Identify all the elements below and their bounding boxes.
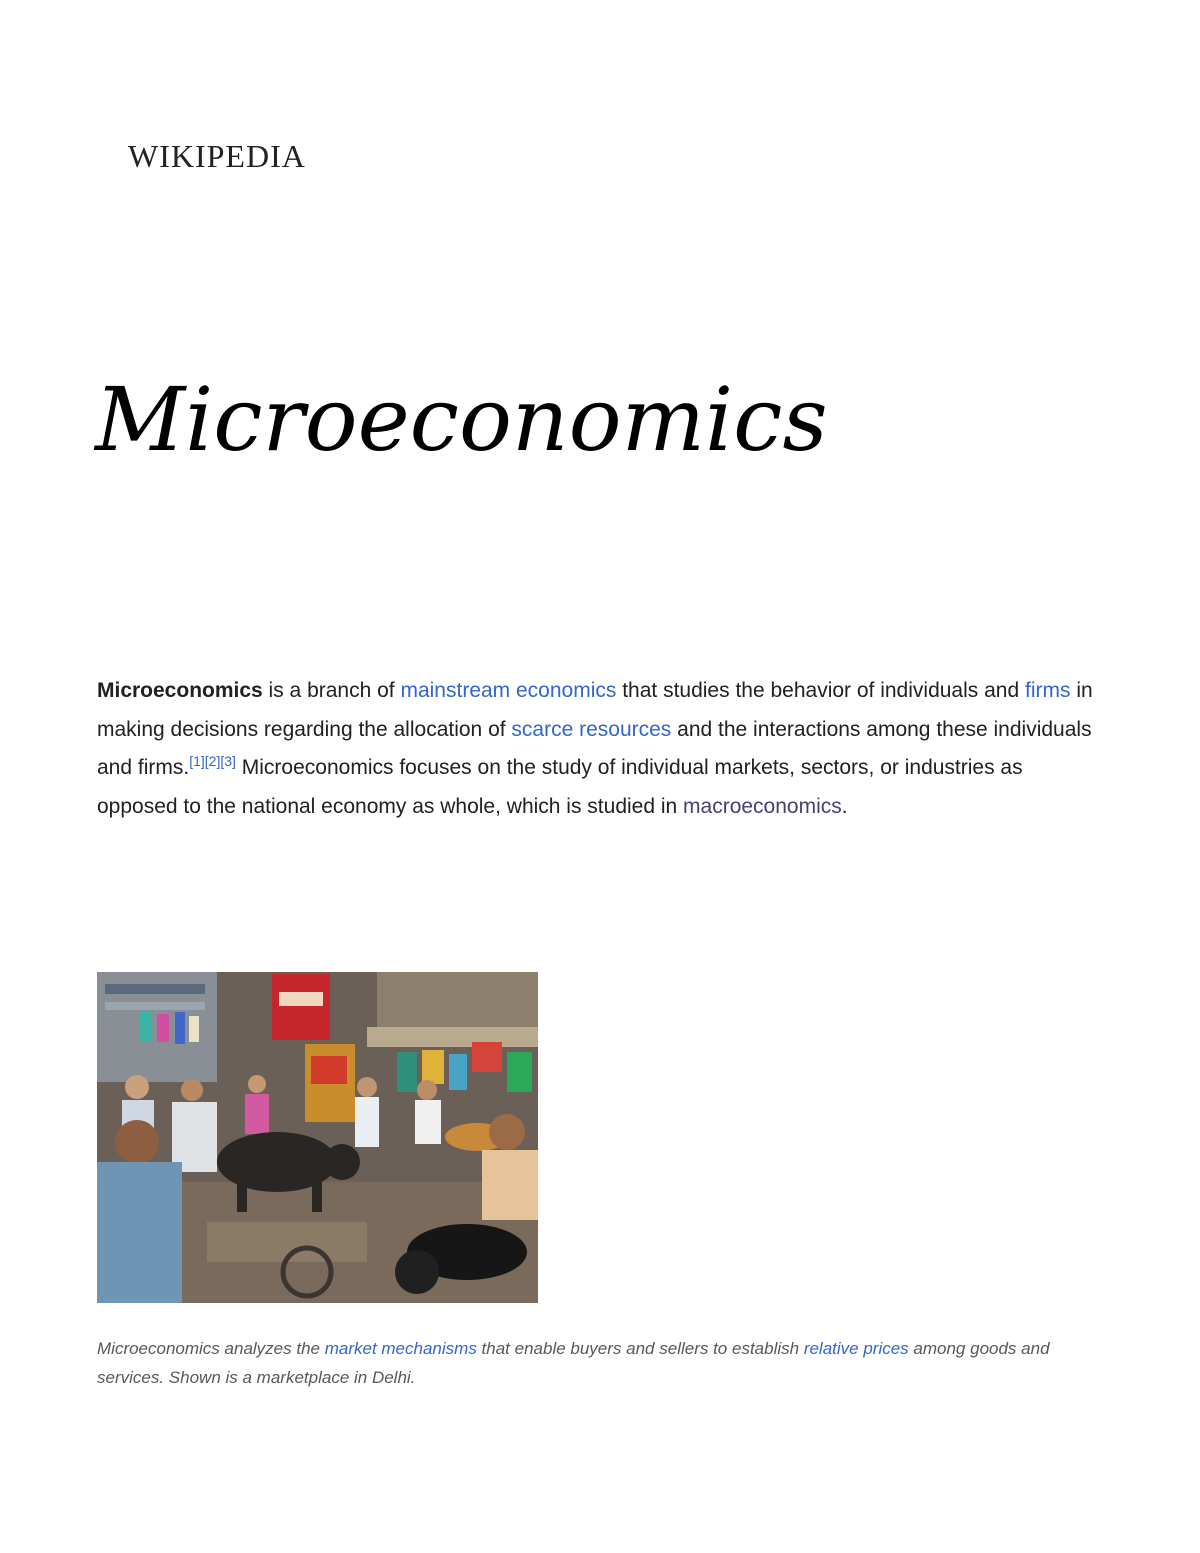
link-scarce-resources[interactable]: scarce resources (511, 717, 672, 741)
intro-text-1: is a branch of (262, 679, 401, 702)
intro-text-6: . (841, 794, 848, 818)
page-title: Microeconomics (95, 368, 828, 471)
citation-1[interactable]: [1] (189, 753, 205, 769)
marketplace-image[interactable] (97, 972, 538, 1303)
intro-text-5: Microeconomics focuses on the study of individual markets, sectors, or industries as opposed to the national economy as whole, which is studied in (97, 756, 1023, 818)
link-relative-prices[interactable]: relative prices (803, 1339, 909, 1358)
citation-2[interactable]: [2] (204, 753, 221, 769)
figure-caption (97, 1335, 1087, 1392)
citation-group (189, 753, 236, 769)
link-mainstream-economics[interactable]: mainstream economics (400, 679, 617, 702)
intro-text-2: that studies the behavior of individuals and (616, 679, 1025, 702)
wikipedia-logo[interactable]: WIKIPEDIA (128, 138, 306, 174)
link-macroeconomics[interactable]: macroeconomics (683, 794, 842, 818)
link-market-mechanisms[interactable]: market mechanisms (324, 1339, 477, 1358)
bold-term: Microeconomics (97, 679, 263, 702)
citation-3[interactable]: [3] (220, 753, 236, 769)
intro-text-3: in making decisions regarding the allocation of (97, 679, 1093, 741)
marketplace-photo-illustration (97, 972, 538, 1303)
caption-text-1: Microeconomics analyzes the (97, 1339, 325, 1358)
link-firms[interactable]: firms (1024, 679, 1071, 702)
caption-text-3: among goods and services. Shown is a marketplace in Delhi. (97, 1339, 1050, 1387)
intro-paragraph (97, 672, 1107, 826)
intro-text-4: and the interactions among these individuals and firms. (97, 717, 1092, 779)
caption-text-2: that enable buyers and sellers to establish (476, 1339, 804, 1358)
